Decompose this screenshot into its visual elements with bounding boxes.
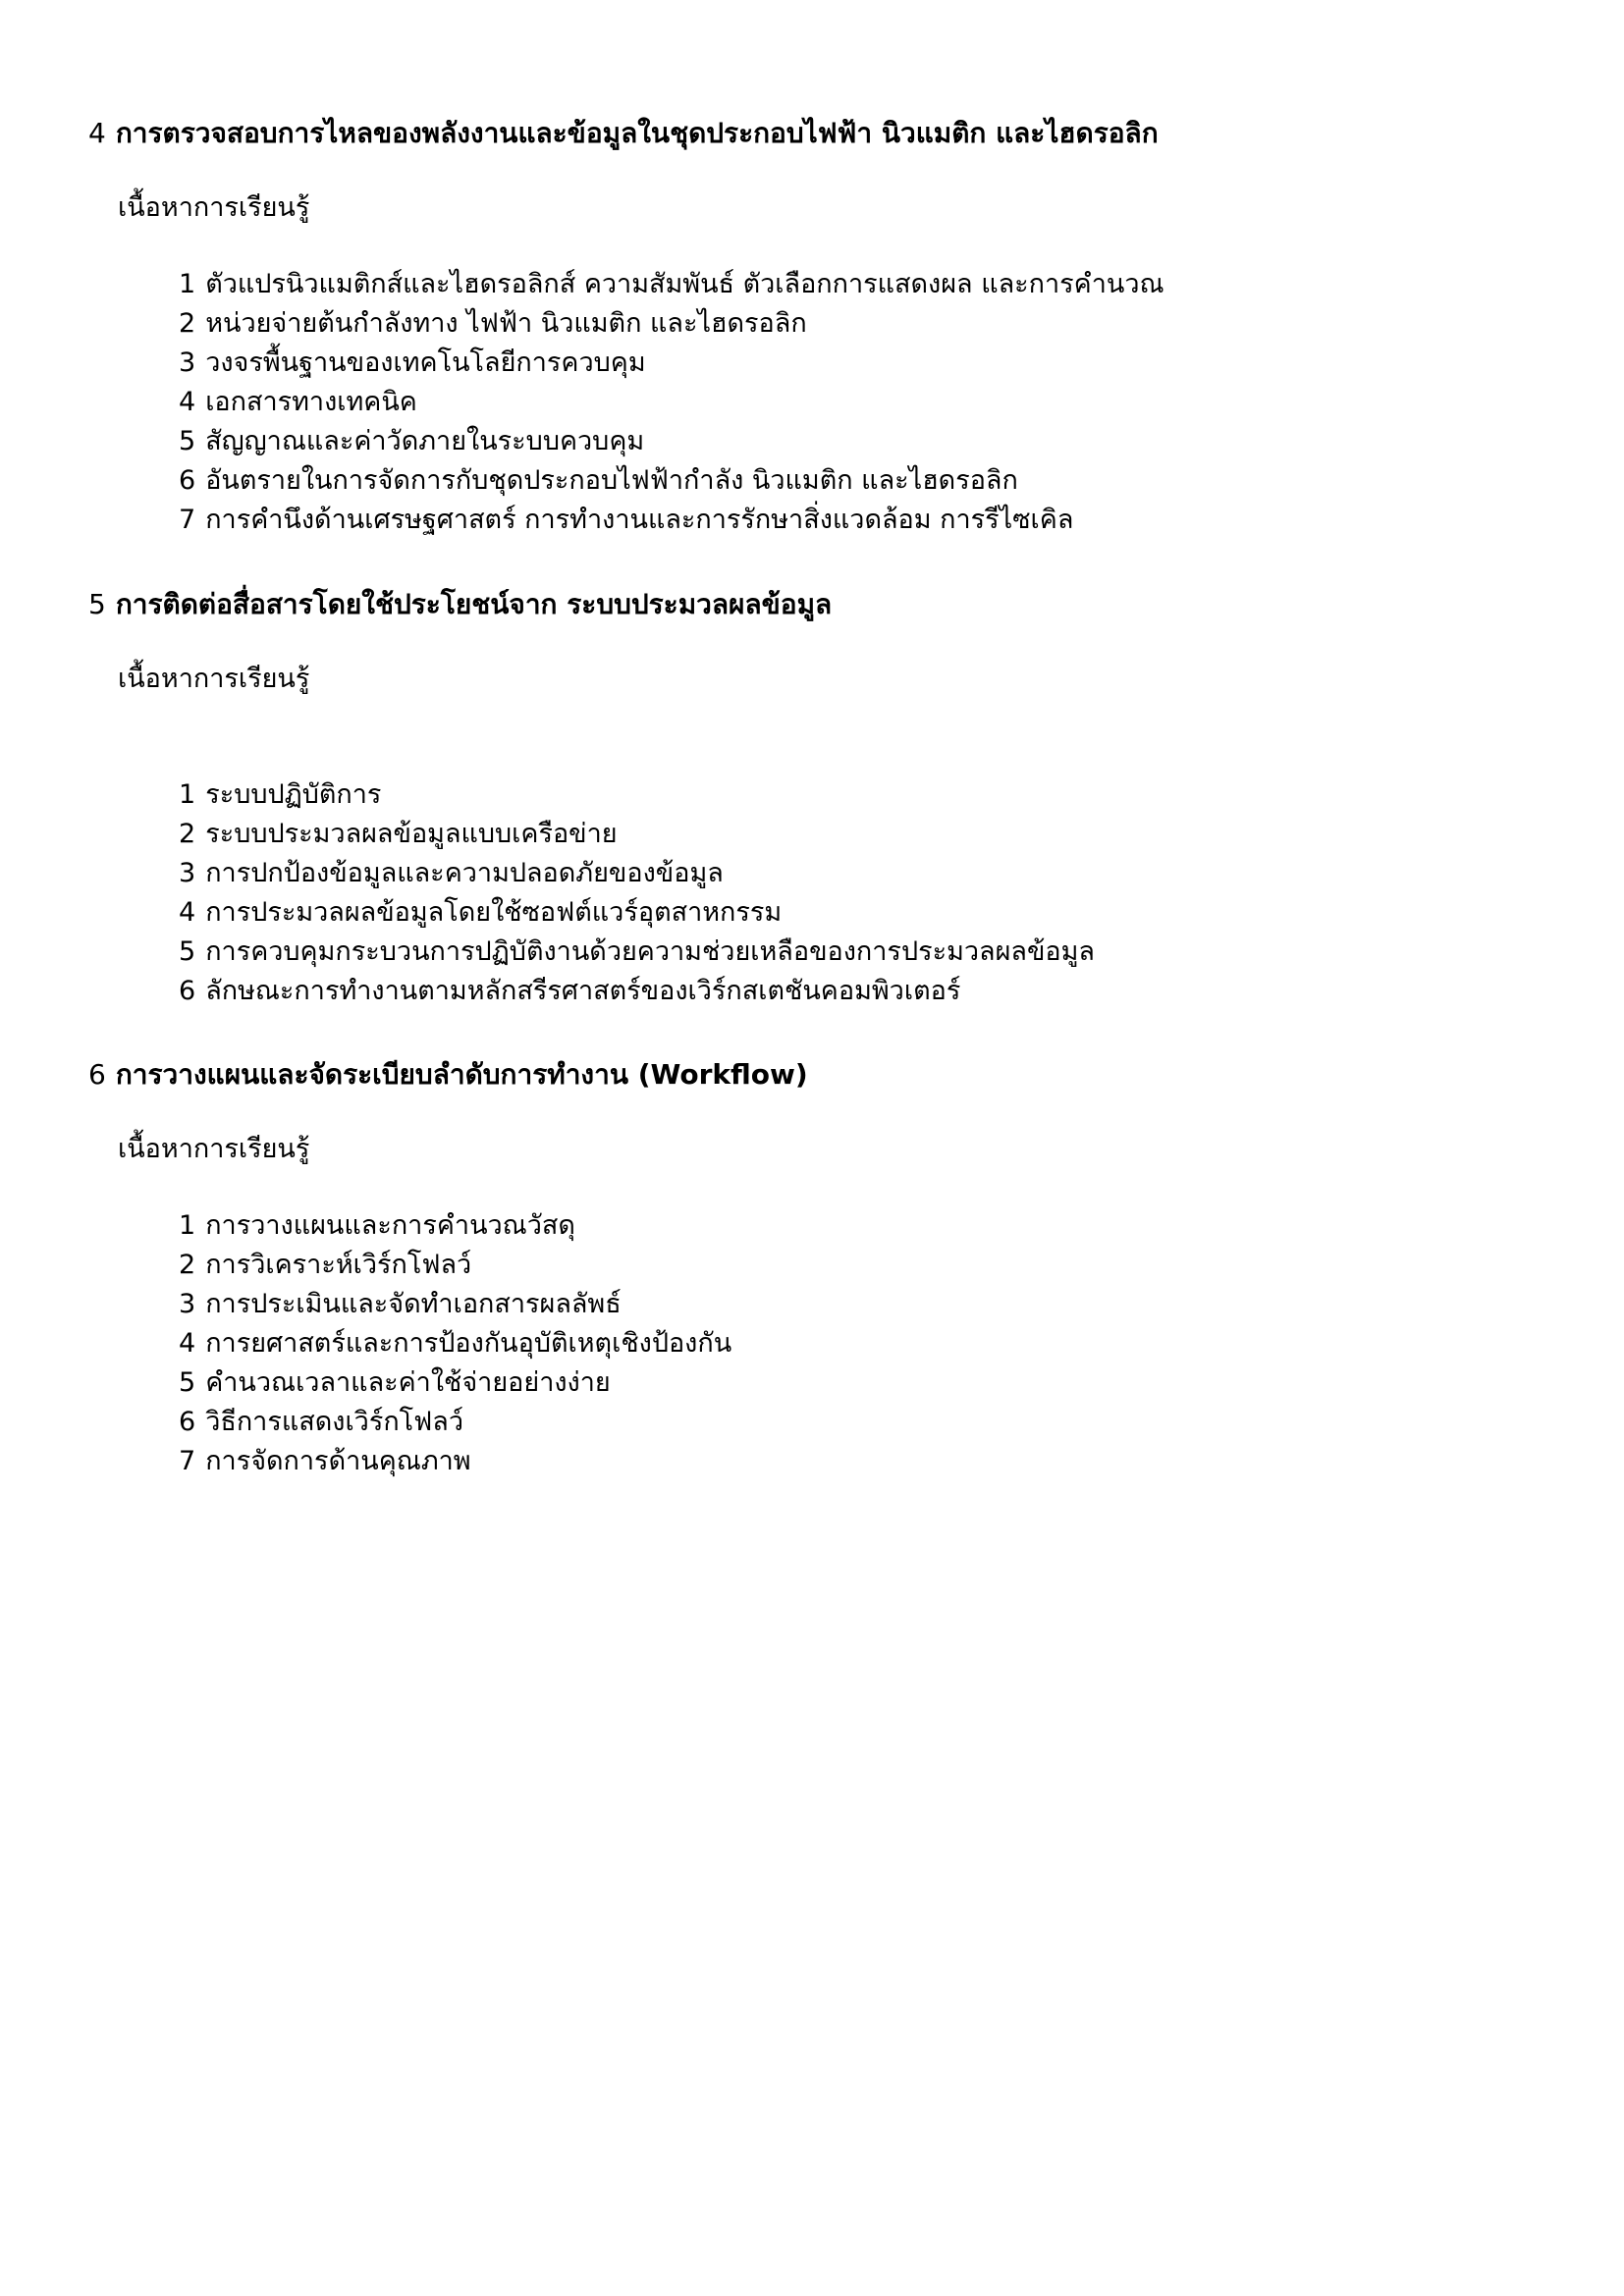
list-item bbox=[179, 1403, 731, 1442]
item-number: 5 bbox=[179, 936, 196, 967]
list-item bbox=[179, 815, 1095, 854]
item-number: 7 bbox=[179, 1446, 196, 1476]
item-text: การวางแผนและการคำนวณวัสดุ bbox=[205, 1210, 575, 1241]
item-number: 4 bbox=[179, 387, 196, 417]
section-title: การตรวจสอบการไหลของพลังงานและข้อมูลในชุดประกอบไฟฟ้า นิวแมติก และไฮดรอลิก bbox=[115, 117, 1159, 149]
item-text: วิธีการแสดงเวิร์กโฟลว์ bbox=[205, 1407, 464, 1437]
item-number: 2 bbox=[179, 308, 196, 339]
list-item bbox=[179, 893, 1095, 933]
item-text: ระบบปฏิบัติการ bbox=[205, 779, 382, 810]
list-item bbox=[179, 1442, 731, 1481]
item-number: 5 bbox=[179, 1367, 196, 1398]
learning-content-list bbox=[179, 265, 1164, 540]
item-text: การปกป้องข้อมูลและความปลอดภัยของข้อมูล bbox=[205, 858, 724, 888]
item-number: 3 bbox=[179, 1289, 196, 1319]
item-text: การประมวลผลข้อมูลโดยใช้ซอฟต์แวร์อุตสาหกรรม bbox=[205, 897, 783, 928]
list-item bbox=[179, 775, 1095, 815]
section-heading bbox=[88, 110, 1159, 157]
item-number: 5 bbox=[179, 426, 196, 456]
item-number: 1 bbox=[179, 1210, 196, 1241]
section-heading bbox=[88, 581, 832, 628]
list-item bbox=[179, 1246, 731, 1285]
list-item bbox=[179, 933, 1095, 972]
learning-content-list bbox=[179, 775, 1095, 1011]
section-number: 6 bbox=[88, 1058, 106, 1091]
list-item bbox=[179, 501, 1164, 540]
item-number: 6 bbox=[179, 1407, 196, 1437]
item-number: 4 bbox=[179, 897, 196, 928]
section-subheading: เนื้อหาการเรียนรู้ bbox=[118, 192, 310, 223]
item-number: 6 bbox=[179, 976, 196, 1006]
section-number: 4 bbox=[88, 117, 106, 149]
item-number: 6 bbox=[179, 465, 196, 496]
item-text: ตัวแปรนิวแมติกส์และไฮดรอลิกส์ ความสัมพันธ์ ตัวเลือกการแสดงผล และการคำนวณ bbox=[205, 269, 1164, 299]
item-text: อันตรายในการจัดการกับชุดประกอบไฟฟ้ากำลัง นิวแมติก และไฮดรอลิก bbox=[205, 465, 1018, 496]
section-title: การวางแผนและจัดระเบียบลำดับการทำงาน (Workflow) bbox=[115, 1058, 808, 1091]
item-text: การคำนึงด้านเศรษฐศาสตร์ การทำงานและการรักษาสิ่งแวดล้อม การรีไซเคิล bbox=[205, 505, 1074, 535]
item-text: ระบบประมวลผลข้อมูลแบบเครือข่าย bbox=[205, 819, 618, 849]
item-text: การจัดการด้านคุณภาพ bbox=[205, 1446, 471, 1476]
learning-content-list bbox=[179, 1206, 731, 1481]
item-number: 2 bbox=[179, 819, 196, 849]
item-text: หน่วยจ่ายต้นกำลังทาง ไฟฟ้า นิวแมติก และไฮดรอลิก bbox=[205, 308, 807, 339]
list-item bbox=[179, 265, 1164, 304]
item-number: 3 bbox=[179, 347, 196, 378]
item-text: การยศาสตร์และการป้องกันอุบัติเหตุเชิงป้องกัน bbox=[205, 1328, 732, 1359]
list-item bbox=[179, 854, 1095, 893]
section-heading bbox=[88, 1051, 808, 1098]
list-item bbox=[179, 972, 1095, 1011]
item-text: ลักษณะการทำงานตามหลักสรีรศาสตร์ของเวิร์กสเตชันคอมพิวเตอร์ bbox=[205, 976, 961, 1006]
section-subheading: เนื้อหาการเรียนรู้ bbox=[118, 1134, 310, 1164]
section-number: 5 bbox=[88, 588, 106, 620]
item-number: 7 bbox=[179, 505, 196, 535]
item-number: 4 bbox=[179, 1328, 196, 1359]
item-number: 3 bbox=[179, 858, 196, 888]
list-item bbox=[179, 1285, 731, 1324]
list-item bbox=[179, 1324, 731, 1363]
list-item bbox=[179, 344, 1164, 383]
list-item bbox=[179, 422, 1164, 461]
item-text: คำนวณเวลาและค่าใช้จ่ายอย่างง่าย bbox=[205, 1367, 611, 1398]
item-text: สัญญาณและค่าวัดภายในระบบควบคุม bbox=[205, 426, 645, 456]
item-number: 2 bbox=[179, 1250, 196, 1280]
list-item bbox=[179, 1206, 731, 1246]
item-text: การวิเคราะห์เวิร์กโฟลว์ bbox=[205, 1250, 472, 1280]
item-text: การประเมินและจัดทำเอกสารผลลัพธ์ bbox=[205, 1289, 622, 1319]
section-subheading: เนื้อหาการเรียนรู้ bbox=[118, 664, 310, 694]
item-number: 1 bbox=[179, 269, 196, 299]
list-item bbox=[179, 304, 1164, 344]
section-title: การติดต่อสื่อสารโดยใช้ประโยชน์จาก ระบบประมวลผลข้อมูล bbox=[115, 588, 833, 620]
list-item bbox=[179, 461, 1164, 501]
item-number: 1 bbox=[179, 779, 196, 810]
list-item bbox=[179, 383, 1164, 422]
item-text: การควบคุมกระบวนการปฏิบัติงานด้วยความช่วยเหลือของการประมวลผลข้อมูล bbox=[205, 936, 1095, 967]
item-text: เอกสารทางเทคนิค bbox=[205, 387, 417, 417]
list-item bbox=[179, 1363, 731, 1403]
item-text: วงจรพื้นฐานของเทคโนโลยีการควบคุม bbox=[205, 347, 646, 378]
